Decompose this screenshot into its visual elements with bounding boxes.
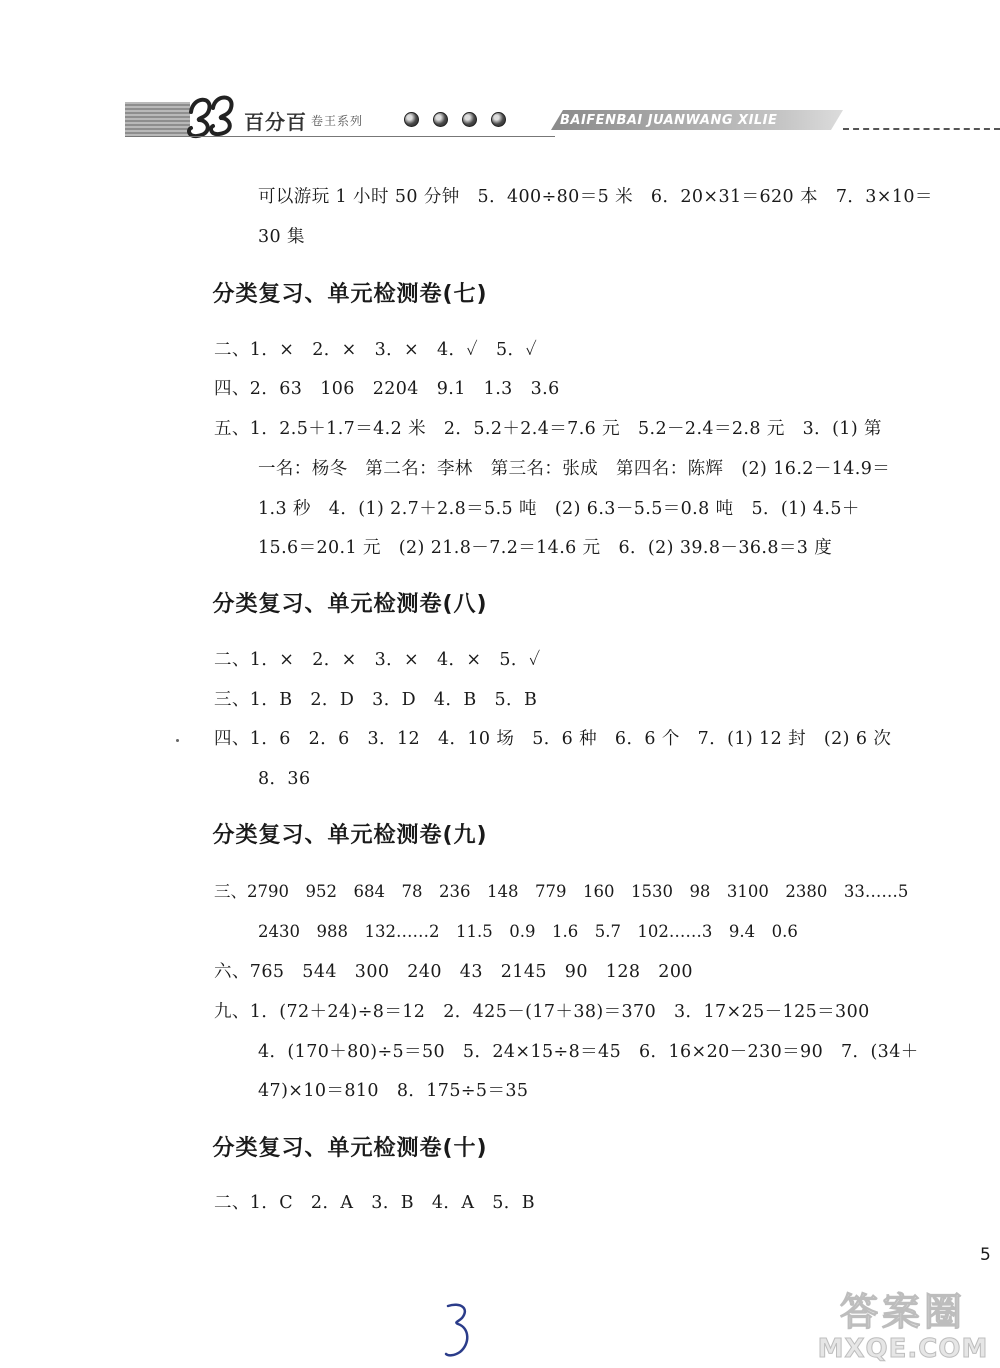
answer-line: 15.6＝20.1 元 (2) 21.8－7.2＝14.6 元 6．(2) 39.8－36.8＝3 度: [258, 538, 833, 558]
answer-line: 8．36: [258, 769, 311, 789]
brand-subtitle: 卷王系列: [311, 114, 364, 128]
section-title: [0, 1131, 1000, 1167]
section-title-text: 分类复习、单元检测卷(七): [212, 282, 488, 307]
header-stripe-bar: [125, 102, 190, 136]
watermark-site: MXQE.COM: [817, 1334, 989, 1364]
section-title-text: 分类复习、单元检测卷(八): [212, 592, 488, 617]
brand-title: 百分百: [244, 110, 307, 134]
answer-line: 九、1．(72＋24)÷8＝12 2．425－(17＋38)＝370 3．17×25－125＝300: [214, 1002, 870, 1022]
answer-line: 六、765 544 300 240 43 2145 90 128 200: [214, 962, 693, 982]
section-title-text: 分类复习、单元检测卷(九): [212, 823, 488, 848]
answer-line: 二、1．× 2．× 3．× 4．✓ 5．✓: [214, 340, 538, 360]
handwritten-mark-icon: [440, 1300, 480, 1360]
section-title-text: 分类复习、单元检测卷(十): [212, 1136, 488, 1161]
answer-line: 可以游玩 1 小时 50 分钟 5．400÷80＝5 米 6．20×31＝620 本 7．3×10＝: [258, 187, 933, 207]
answer-line: 三、1．B 2．D 3．D 4．B 5．B: [214, 690, 538, 710]
dot-icon: [404, 112, 419, 127]
page-header: [0, 88, 1000, 148]
answer-line: 30 集: [258, 227, 305, 247]
header-dots: [404, 112, 506, 132]
watermark: [810, 1290, 996, 1364]
dot-icon: [491, 112, 506, 127]
watermark-logo: 答案圈: [839, 1290, 966, 1334]
answer-line: 四、2．63 106 2204 9.1 1.3 3.6: [214, 379, 560, 399]
section-title: [0, 277, 1000, 313]
header-rule: [125, 136, 555, 137]
answer-line: 4．(170＋80)÷5＝50 5．24×15÷8＝45 6．16×20－230＝90 7．(34＋: [258, 1042, 919, 1062]
answer-line: 二、1．C 2．A 3．B 4．A 5．B: [214, 1193, 535, 1213]
section-title: [0, 587, 1000, 623]
answer-line: 一名：杨冬 第二名：李林 第三名：张成 第四名：陈辉 (2) 16.2－14.9＝: [258, 459, 891, 479]
dot-icon: [433, 112, 448, 127]
header-dashed-rule: [843, 128, 1000, 130]
series-logo-icon: [183, 90, 243, 142]
dot-icon: [462, 112, 477, 127]
answer-line: 2430 988 132……2 11.5 0.9 1.6 5.7 102……3 9.4 0.6: [258, 922, 798, 941]
header-brand: [244, 106, 363, 136]
margin-mark: [176, 739, 179, 742]
header-banner-text: BAIFENBAI JUANWANG XILIE: [560, 113, 778, 128]
answer-line: 1.3 秒 4．(1) 2.7＋2.8＝5.5 吨 (2) 6.3－5.5＝0.8 吨 5．(1) 4.5＋: [258, 499, 860, 519]
section-title: [0, 818, 1000, 854]
answer-line: 五、1．2.5＋1.7＝4.2 米 2．5.2＋2.4＝7.6 元 5.2－2.4＝2.8 元 3．(1) 第: [214, 419, 882, 439]
answer-line: 四、1．6 2．6 3．12 4．10 场 5．6 种 6．6 个 7．(1) 12 封 (2) 6 次: [214, 729, 892, 749]
page-number: 5: [980, 1245, 991, 1265]
answer-line: 二、1．× 2．× 3．× 4．× 5．✓: [214, 650, 541, 670]
answer-line: 三、2790 952 684 78 236 148 779 160 1530 98 3100 2380 33……5: [214, 882, 909, 901]
answer-line: 47)×10＝810 8．175÷5＝35: [258, 1081, 529, 1101]
